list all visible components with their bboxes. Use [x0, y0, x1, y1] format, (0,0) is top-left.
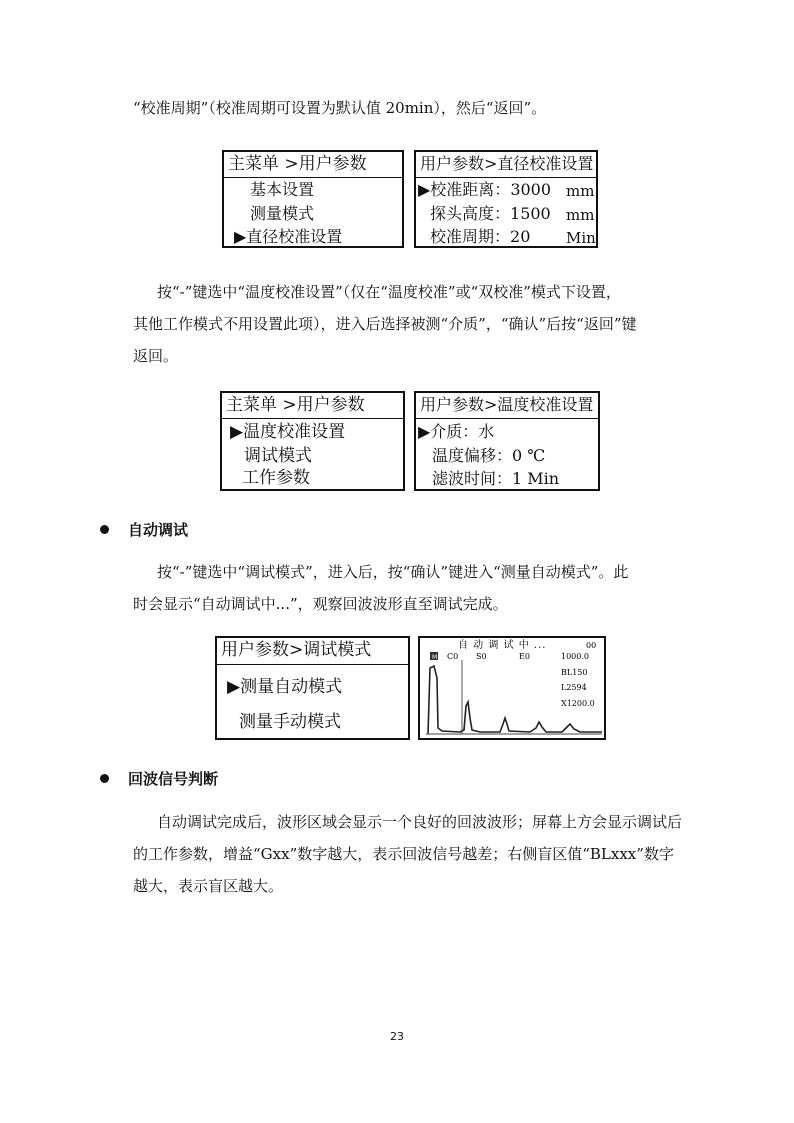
marker-icon-label: M — [432, 654, 438, 661]
readout-range: 1000.0 — [561, 652, 589, 661]
bullet-dot — [100, 525, 109, 534]
panel-header: 用户参数>调试模式 — [217, 638, 408, 665]
marker-c0: C0 — [447, 652, 459, 661]
unit-label: Min — [566, 229, 596, 247]
menu-item[interactable]: 基本设置 — [250, 180, 315, 199]
panel-header: 用户参数>直径校准设置 — [416, 152, 596, 178]
panel-header: 主菜单 >用户参数 — [224, 152, 402, 178]
bullet-dot — [100, 774, 109, 783]
panel-header: 主菜单 >用户参数 — [222, 393, 403, 419]
marker-e0: E0 — [519, 652, 530, 661]
setting-row[interactable]: ▶校准距离：3000 — [418, 180, 552, 199]
readout-x: X1200.0 — [561, 699, 595, 708]
menu-panel-main-user-2 — [220, 391, 405, 491]
menu-item-selected[interactable]: ▶直径校准设置 — [234, 227, 343, 246]
page-number: 23 — [390, 1030, 404, 1043]
waveform-title: 自 动 调 试 中 ... — [458, 640, 547, 651]
menu-item-selected[interactable]: ▶温度校准设置 — [230, 422, 346, 442]
waveform-graphic — [420, 638, 604, 738]
readout-level: L2594 — [561, 683, 587, 692]
setting-row[interactable]: ▶介质：水 — [418, 422, 495, 441]
setting-row[interactable]: 温度偏移：0 ℃ — [432, 446, 546, 465]
waveform-counter: 00 — [586, 641, 597, 650]
unit-label: mm — [566, 206, 595, 224]
paragraph-line: 时会显示“自动调试中...”，观察回波波形直至调试完成。 — [133, 595, 508, 613]
menu-item[interactable]: 工作参数 — [242, 468, 310, 488]
menu-item[interactable]: 调试模式 — [244, 446, 312, 466]
setting-row[interactable]: 校准周期：20 — [430, 227, 531, 246]
readout-blind-zone: BL150 — [561, 668, 588, 677]
menu-panel-temperature-calibration — [414, 391, 600, 491]
menu-item[interactable]: 测量模式 — [250, 204, 315, 223]
echo-waveform-display — [418, 636, 606, 740]
intro-line: “校准周期”（校准周期可设置为默认值 20min），然后“返回”。 — [133, 99, 547, 117]
section-title: 回波信号判断 — [128, 770, 219, 788]
setting-row[interactable]: 滤波时间：1 Min — [432, 469, 560, 488]
paragraph-line: 的工作参数，增益“Gxx”数字越大，表示回波信号越差；右侧盲区值“BLxxx”数字 — [133, 845, 674, 863]
paragraph-line: 越大，表示盲区越大。 — [133, 877, 284, 895]
menu-item[interactable]: 测量手动模式 — [239, 712, 341, 732]
paragraph-line: 其他工作模式不用设置此项），进入后选择被测“介质”，“确认”后按“返回”键 — [133, 315, 637, 333]
setting-row[interactable]: 探头高度：1500 — [430, 204, 551, 223]
section-title: 自动调试 — [128, 521, 189, 539]
paragraph-line: 按“-”键选中“温度校准设置”（仅在“温度校准”或“双校准”模式下设置， — [157, 283, 621, 301]
menu-panel-diameter-calibration — [414, 150, 598, 248]
unit-label: mm — [566, 182, 595, 200]
panel-header: 用户参数>温度校准设置 — [416, 393, 598, 419]
menu-panel-main-user — [222, 150, 404, 248]
paragraph-line: 自动调试完成后，波形区域会显示一个良好的回波波形；屏幕上方会显示调试后 — [157, 813, 683, 831]
menu-item-selected[interactable]: ▶测量自动模式 — [227, 677, 343, 697]
menu-panel-debug-mode — [215, 636, 410, 740]
paragraph-line: 返回。 — [133, 347, 179, 365]
paragraph-line: 按“-”键选中“调试模式”，进入后，按“确认”键进入“测量自动模式”。此 — [157, 563, 629, 581]
marker-s0: S0 — [476, 652, 487, 661]
